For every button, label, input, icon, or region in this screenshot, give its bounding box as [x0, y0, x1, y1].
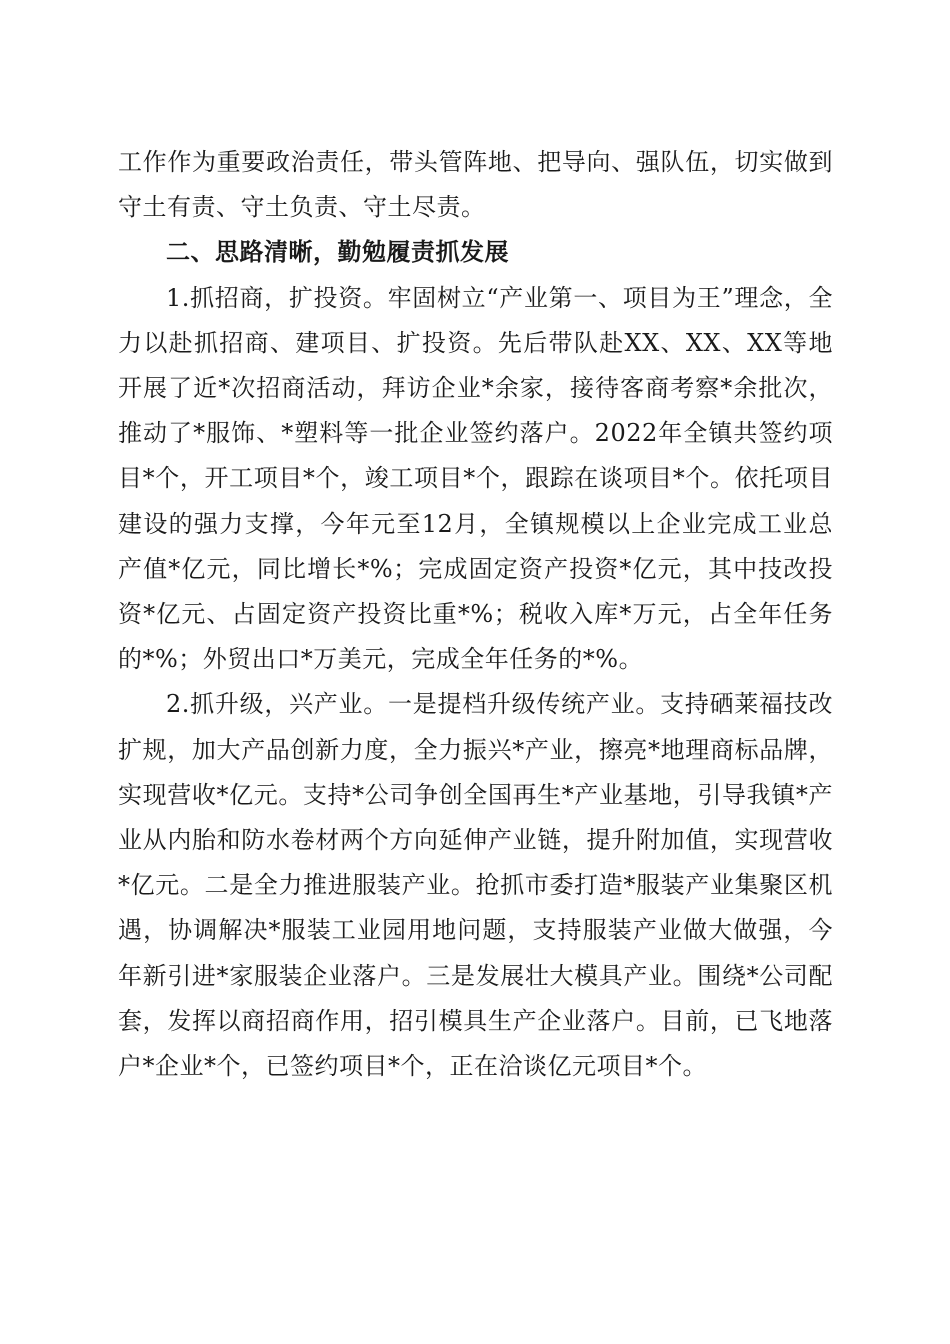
paragraph-industry: 2.抓升级，兴产业。一是提档升级传统产业。支持硒莱福技改扩规，加大产品创新力度，全力振兴*产业，擦亮*地理商标品牌，实现营收*亿元。支持*公司争创全国再生*产业基地，引导我镇*产业从内胎和防水卷材两个方向延伸产业链，提升附加值，实现营收*亿元。二是全力推进服装产业。抢抓市委打造*服装产业集聚区机遇，协调解决*服装工业园用地问题，支持服装产业做大做强，今年新引进*家服装企业落户。三是发展壮大模具产业。围绕*公司配套，发挥以商招商作用，招引模具生产企业落户。目前，已飞地落户*企业*个，已签约项目*个，正在洽谈亿元项目*个。: [118, 690, 833, 1081]
paragraph-investment: 1.抓招商，扩投资。牢固树立“产业第一、项目为王”理念，全力以赴抓招商、建项目、扩投资。先后带队赴XX、XX、XX等地开展了近*次招商活动，拜访企业*余家，接待客商考察*余批次，推动了*服饰、*塑料等一批企业签约落户。2022年全镇共签约项目*个，开工项目*个，竣工项目*个，跟踪在谈项目*个。依托项目建设的强力支撑，今年元至12月，全镇规模以上企业完成工业总产值*亿元，同比增长*%；完成固定资产投资*亿元，其中技改投资*亿元、占固定资产投资比重*%；税收入库*万元，占全年任务的*%；外贸出口*万美元，完成全年任务的*%。: [118, 283, 833, 674]
section-heading: 二、思路清晰，勤勉履责抓发展: [166, 238, 509, 267]
document-body: [118, 140, 833, 1089]
paragraph-continuation: 工作作为重要政治责任，带头管阵地、把导向、强队伍，切实做到守土有责、守土负责、守土尽责。: [118, 148, 833, 222]
